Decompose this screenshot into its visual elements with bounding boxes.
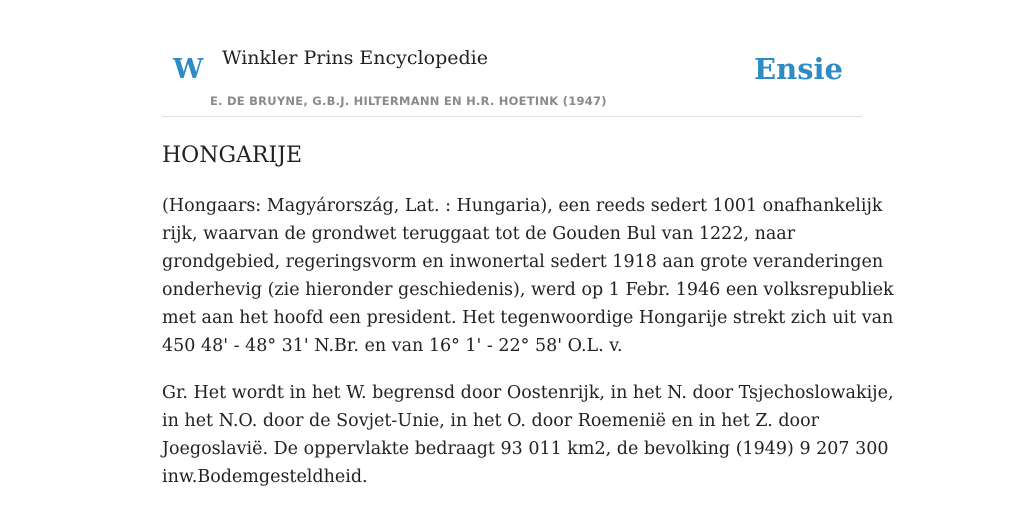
text-line: 450 48' - 48° 31' N.Br. en van 16° 1' - 22° 58' O.L. v. xyxy=(162,336,623,356)
entry-title: HONGARIJE xyxy=(162,143,303,168)
text-line: met aan het hoofd een president. Het tegenwoordige Hongarije strekt zich uit van xyxy=(162,308,894,328)
series-title[interactable]: Winkler Prins Encyclopedie xyxy=(222,47,488,69)
authors-line: E. DE BRUYNE, G.B.J. HILTERMANN EN H.R. HOETINK (1947) xyxy=(210,94,607,108)
text-line: Gr. Het wordt in het W. begrensd door Oostenrijk, in het N. door Tsjechoslowakije, xyxy=(162,383,894,403)
text-line: Joegoslavië. De oppervlakte bedraagt 93 011 km2, de bevolking (1949) 9 207 300 xyxy=(162,439,889,459)
ensie-logo[interactable]: Ensie xyxy=(754,52,843,86)
text-line: onderhevig (zie hieronder geschiedenis), werd op 1 Febr. 1946 een volksrepubliek xyxy=(162,280,894,300)
text-line: rijk, waarvan de grondwet teruggaat tot de Gouden Bul van 1222, naar xyxy=(162,224,796,244)
text-line: in het N.O. door de Sovjet-Unie, in het O. door Roemenië en in het Z. door xyxy=(162,411,819,431)
article-paragraph xyxy=(162,379,894,491)
page xyxy=(162,0,894,487)
text-line: grondgebied, regeringsvorm en inwonertal sedert 1918 aan grote veranderingen xyxy=(162,252,884,272)
article-paragraph xyxy=(162,192,894,360)
text-line: inw.Bodemgesteldheid. xyxy=(162,467,368,487)
winkler-prins-logo[interactable]: W xyxy=(173,54,204,85)
text-line: (Hongaars: Magyárország, Lat. : Hungaria), een reeds sedert 1001 onafhankelijk xyxy=(162,196,883,216)
header xyxy=(162,0,862,117)
